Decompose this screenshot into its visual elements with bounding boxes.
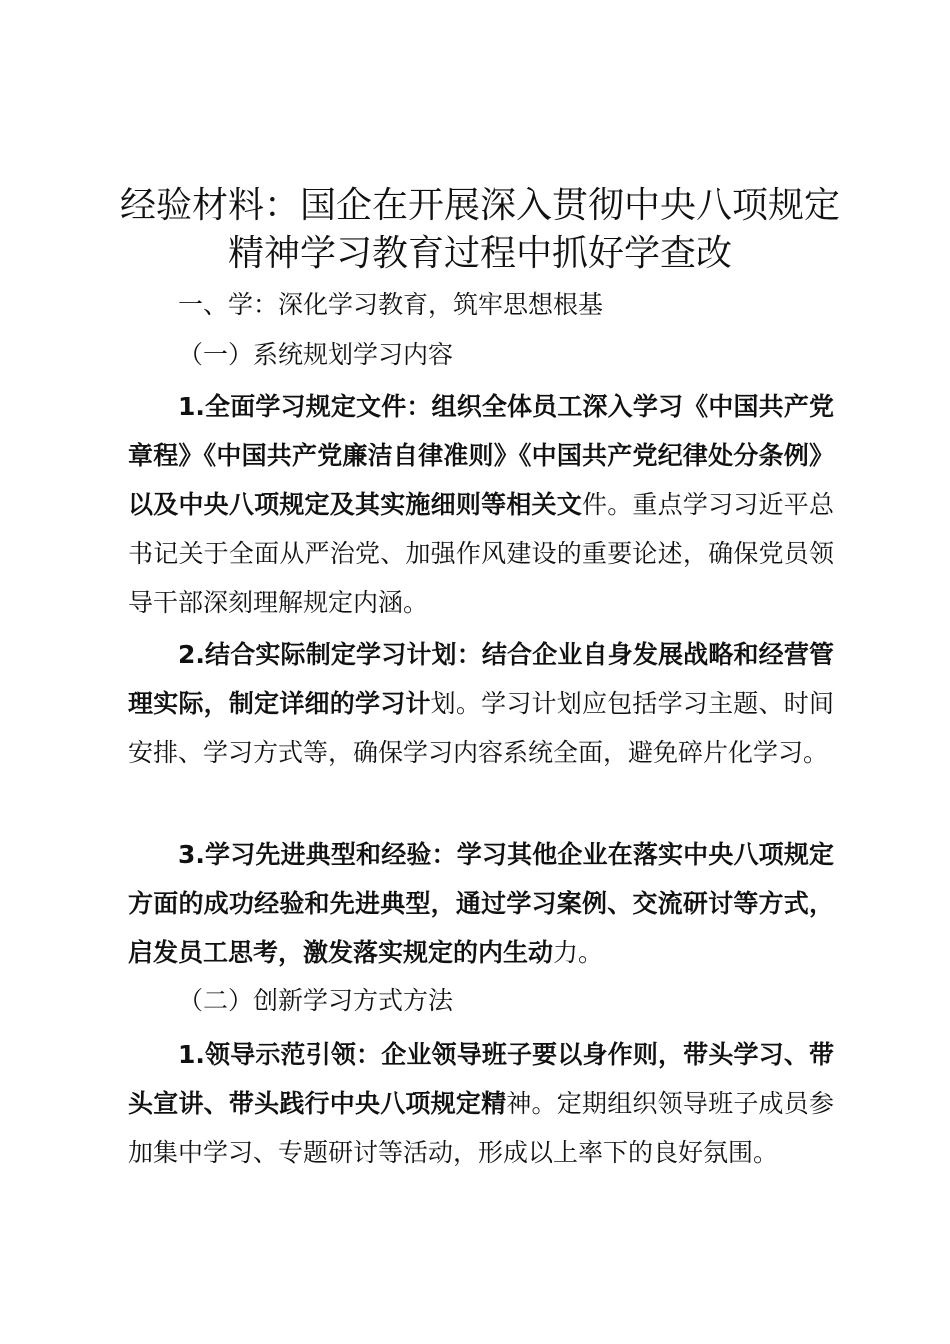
paragraph-item-2-body: 划。学习计划应包括学习主题、时间安排、学习方式等，确保学习内容系统全面，避免碎片化学习。 — [128, 689, 834, 767]
paragraph-item-2 — [128, 630, 834, 777]
paragraph-item-1-lead: 1.全面学习规定文件：组织全体员工深入学习《中国共产党章程》《中国共产党廉洁自律准则》《中国共产党纪律处分条例》以及中央八项规定及其实施细则等相关文 — [128, 392, 834, 519]
paragraph-item-1-body: 件。重点学习习近平总书记关于全面从严治党、加强作风建设的重要论述，确保党员领导干部深刻理解规定内涵。 — [128, 490, 834, 617]
subsection-heading-innovate-methods: （二）创新学习方式方法 — [178, 986, 454, 1015]
paragraph-item-4-lead: 1.领导示范引领：企业领导班子要以身作则，带头学习、带头宣讲、带头践行中央八项规定精 — [128, 1040, 834, 1118]
paragraph-item-4-body: 神。定期组织领导班子成员参加集中学习、专题研讨等活动，形成以上率下的良好氛围。 — [128, 1089, 834, 1167]
paragraph-item-3-lead: 3.学习先进典型和经验：学习其他企业在落实中央八项规定方面的成功经验和先进典型，通过学习案例、交流研讨等方式，启发员工思考，激发落实规定的内生动 — [128, 840, 834, 967]
document-title-line-1: 经验材料：国企在开展深入贯彻中央八项规定 — [119, 185, 840, 226]
subsection-heading-plan-content: （一）系统规划学习内容 — [178, 340, 454, 369]
document-title-line-2: 精神学习教育过程中抓好学查改 — [227, 233, 732, 274]
paragraph-item-2-lead: 2.结合实际制定学习计划：结合企业自身发展战略和经营管理实际，制定详细的学习计 — [128, 640, 834, 718]
paragraph-item-4 — [128, 1030, 834, 1177]
paragraph-item-3-body: 力。 — [553, 938, 604, 967]
paragraph-item-3 — [128, 830, 834, 977]
section-heading-learn: 一、学：深化学习教育，筑牢思想根基 — [178, 290, 604, 319]
paragraph-item-1 — [128, 382, 834, 627]
